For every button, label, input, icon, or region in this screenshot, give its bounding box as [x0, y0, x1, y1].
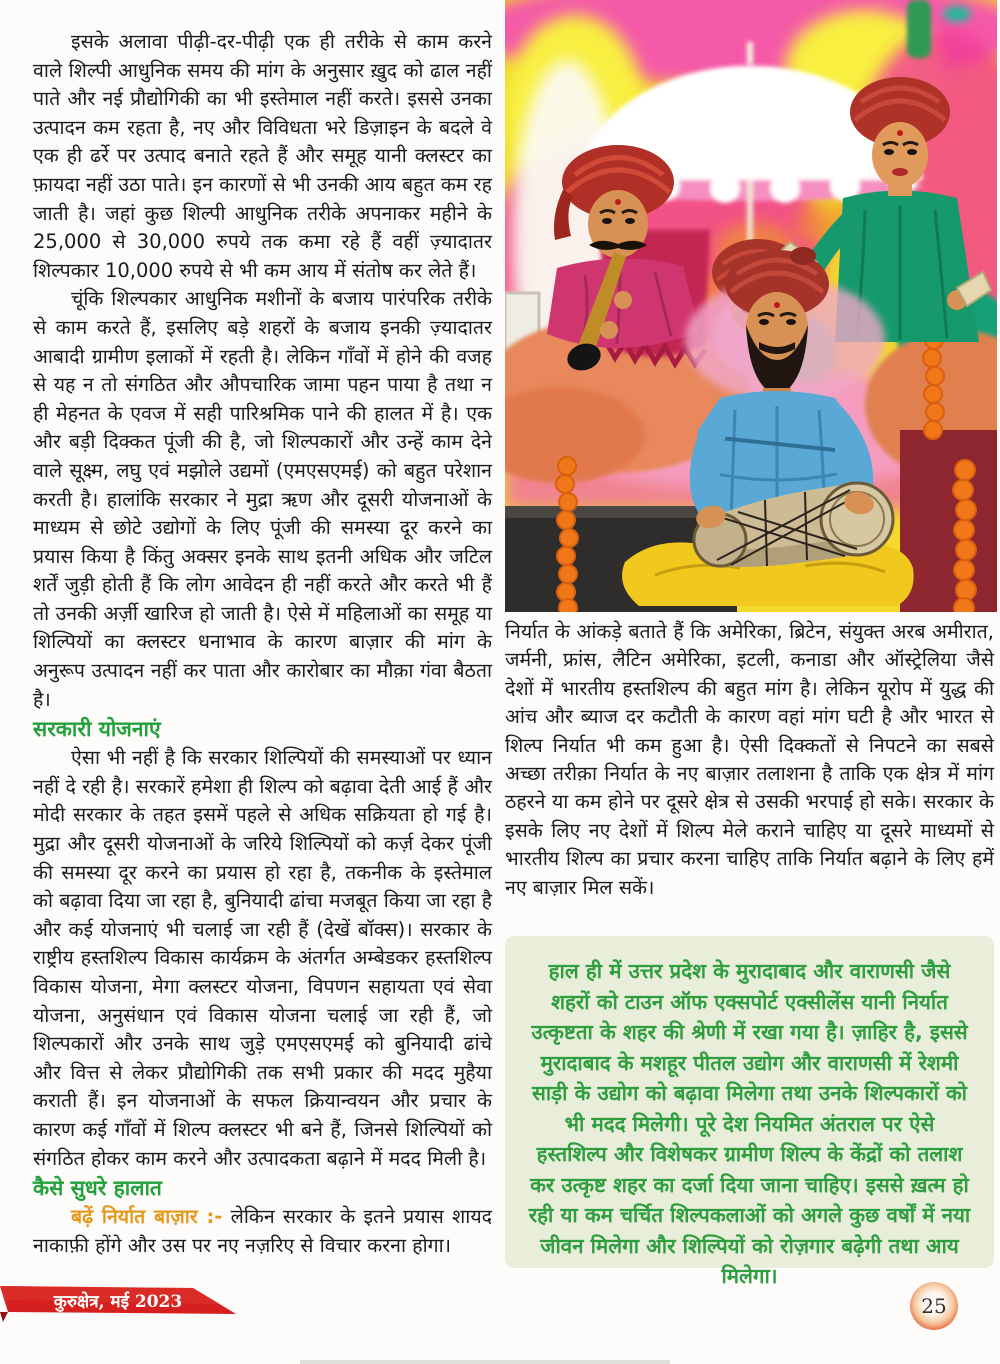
page-number-badge	[910, 1282, 958, 1330]
section-heading-govt-schemes: सरकारी योजनाएं	[33, 717, 161, 742]
paragraph: ऐसा भी नहीं है कि सरकार शिल्पियों की समस्याओं पर ध्यान नहीं दे रही है। सरकारें हमेशा ही शिल्प को बढ़ावा देती आई हैं और मोदी सरकार के तहत इसमें पहले से अधिक सक्रियता हो गई है। मुद्रा और दूसरी योजनाओं के जरिये शिल्पियों को कर्ज़ देकर पूंजी की समस्या दूर करने का प्रयास हो रहा है, तकनीक के इस्तेमाल को बढ़ावा दिया जा रहा है, बुनियादी ढांचा मजबूत किया जा रहा है और कई योजनाएं भी चलाई जा रही हैं (देखें बॉक्स)। सरकार के राष्ट्रीय हस्तशिल्प विकास कार्यक्रम के अंतर्गत अम्बेडकर हस्तशिल्प विकास योजना, मेगा क्लस्टर योजना, विपणन सहायता एवं सेवा योजना, अनुसंधान एवं विकास योजना चलाई जा रही हैं, जो शिल्पकारों और उनके साथ जुड़े एमएसएमई को बुनियादी ढांचे और वित्त से लेकर प्रौद्योगिकी तक सभी प्रकार की मदद मुहैया कराती हैं। इन योजनाओं के सफल क्रियान्वयन और प्रचार के कारण कई गाँवों में शिल्प क्लस्टर भी बने हैं, जिनसे शिल्पियों को संगठित होकर काम करने और उत्पादकता बढ़ाने में मदद मिली है।	[33, 746, 492, 1170]
right-column	[505, 614, 994, 902]
paragraph	[33, 1203, 492, 1260]
paragraph: चूंकि शिल्पकार आधुनिक मशीनों के बजाय पारंपरिक तरीके से काम करते हैं, इसलिए बड़े शहरों के बजाय इनकी ज़्यादातर आबादी ग्रामीण इलाकों में रहती है। लेकिन गाँवों में होने की वजह से यह न तो संगठित और औपचारिक जामा पहन पाया है तथा न ही मेहनत के एवज में सही पारिश्रमिक पाने की हालत में है। एक और बड़ी दिक्कत पूंजी की है, जो शिल्पकारों और उन्हें काम देने वाले सूक्ष्म, लघु एवं मझोले उद्यमों (एमएसएमई) को बहुत परेशान करती है। हालांकि सरकार ने मुद्रा ऋण और दूसरी योजनाओं के माध्यम से छोटे उद्योगों के लिए पूंजी की समस्या दूर करने का प्रयास किया है किंतु अक्सर इनके साथ इतनी अधिक और जटिल शर्तें जुड़ी होती हैं कि लोग आवेदन ही नहीं करते और करते भी हैं तो उनकी अर्ज़ी खारिज हो जाती है। ऐसे में महिलाओं का समूह या शिल्पियों का क्लस्टर धनाभाव के कारण बाज़ार की मांग के अनुरूप उत्पादन नहीं कर पाता और कारोबार का मौक़ा गंवा बैठता है।	[33, 287, 492, 711]
footer-ribbon	[0, 1282, 250, 1330]
paragraph: निर्यात के आंकड़े बताते हैं कि अमेरिका, ब्रिटेन, संयुक्त अरब अमीरात, जर्मनी, फ्रांस, लैटिन अमेरिका, इटली, कनाडा और ऑस्ट्रेलिया जैसे देशों में भारतीय हस्तशिल्प की बहुत मांग है। लेकिन यूरोप में युद्ध की आंच और ब्याज दर कटौती के कारण वहां मांग घटी है और भारत से शिल्प निर्यात भी कम हुआ है। ऐसी दिक्कतों से निपटने का सबसे अच्छा तरीक़ा निर्यात के नए बाज़ार तलाशना है ताकि एक क्षेत्र में मांग ठहरने या कम होने पर दूसरे क्षेत्र से उसकी भरपाई हो सके। सरकार के इसके लिए नए देशों में शिल्प मेले कराने चाहिए या दूसरे माध्यमों से भारतीय शिल्प का प्रचार करना चाहिए ताकि निर्यात बढ़ाने के लिए हमें नए बाज़ार मिल सकें।	[505, 620, 994, 899]
paragraph-text: लेकिन सरकार के इतने प्रयास शायद नाकाफ़ी होंगे और उस पर नए नज़रिए से विचार करना होगा।	[33, 1205, 492, 1257]
photo-illustration	[505, 0, 997, 612]
section-heading-how-to-improve: कैसे सुधरे हालात	[33, 1176, 162, 1201]
page-number: 25	[921, 1294, 947, 1318]
scan-artifact	[300, 1360, 670, 1364]
left-column	[33, 28, 492, 1260]
highlight-box: हाल ही में उत्तर प्रदेश के मुरादाबाद और वाराणसी जैसे शहरों को टाउन ऑफ एक्सपोर्ट एक्सीलेंस यानी निर्यात उत्कृष्टता के शहर की श्रेणी में रखा गया है। ज़ाहिर है, इससे मुरादाबाद के मशहूर पीतल उद्योग और वाराणसी में रेशमी साड़ी के उद्योग को बढ़ावा मिलेगा तथा उनके शिल्पकारों को भी मदद मिलेगी। पूरे देश नियमित अंतराल पर ऐसे हस्तशिल्प और विशेषकर ग्रामीण शिल्प के केंद्रों को तलाश कर उत्कृष्ट शहर का दर्जा दिया जाना चाहिए। इससे ख़त्म हो रही या कम चर्चित शिल्पकलाओं को अगले कुछ वर्षों में नया जीवन मिलेगा और शिल्पियों को रोज़गार बढ़ेगी तथा आय मिलेगा।	[505, 936, 994, 1268]
subhead-export-markets: बढ़ें निर्यात बाज़ार :-	[71, 1205, 223, 1229]
photo-clay-musicians	[505, 0, 997, 612]
paragraph: इसके अलावा पीढ़ी-दर-पीढ़ी एक ही तरीके से काम करने वाले शिल्पी आधुनिक समय की मांग के अनुसार ख़ुद को ढाल नहीं पाते और नई प्रौद्योगिकी का भी इस्तेमाल नहीं करते। इससे उनका उत्पादन कम रहता है, नए और विविधता भरे डिज़ाइन के बदले वे एक ही ढर्रे पर उत्पाद बनाते रहते हैं और समूह यानी क्लस्टर का फ़ायदा नहीं उठा पाते। इन कारणों से भी उनकी आय बहुत कम रह जाती है। जहां कुछ शिल्पी आधुनिक तरीके अपनाकर महीने के 25,000 से 30,000 रुपये तक कमा रहे हैं वहीं ज़्यादातर शिल्पकार 10,000 रुपये से भी कम आय में संतोष कर लेते हैं।	[33, 30, 492, 282]
footer-issue-label: कुरुक्षेत्र, मई 2023	[53, 1292, 183, 1312]
